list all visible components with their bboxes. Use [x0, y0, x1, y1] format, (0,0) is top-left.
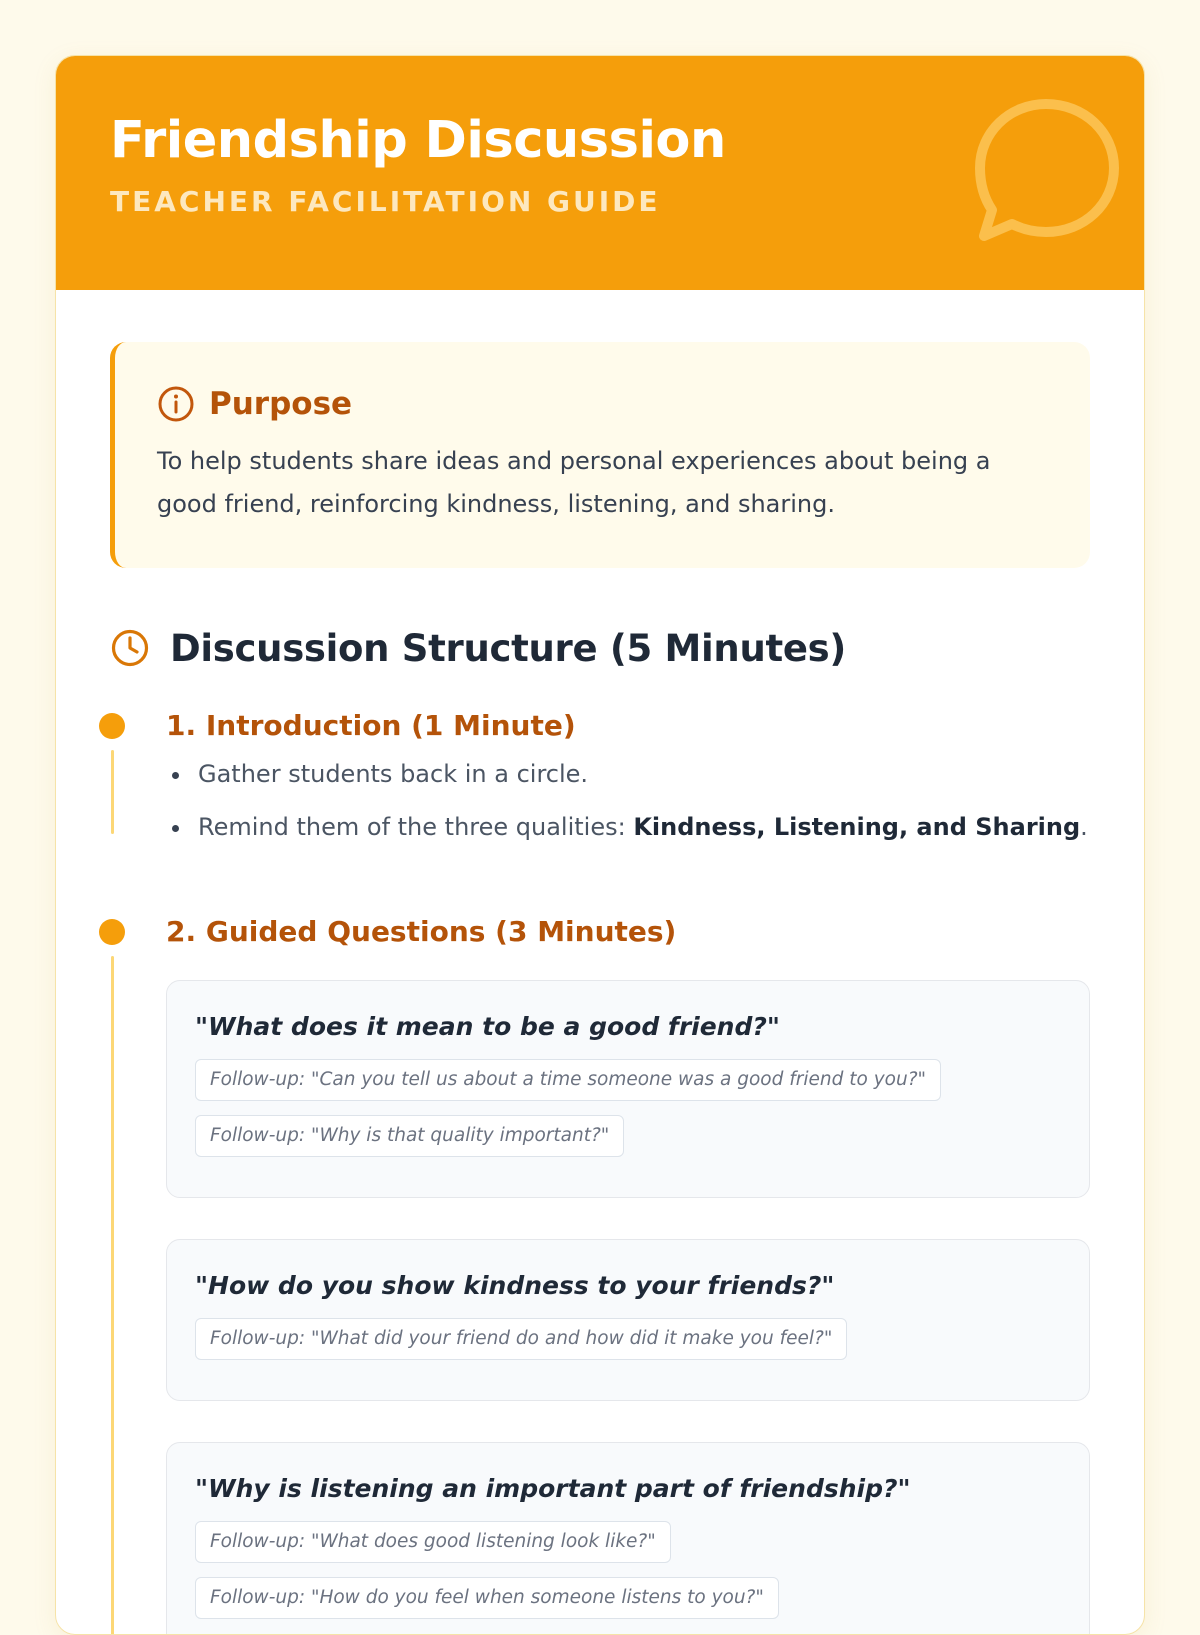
info-icon — [157, 385, 195, 423]
question-list — [166, 980, 1090, 1635]
followup-chip: Follow-up: "Why is that quality important?" — [195, 1115, 624, 1157]
bullet-emphasis: Kindness, Listening, and Sharing — [633, 813, 1081, 841]
list-item: Gather students back in a circle. — [166, 758, 1090, 790]
timeline-line — [111, 750, 114, 834]
followup-chip: Follow-up: "What did your friend do and how did it make you feel?" — [195, 1318, 847, 1360]
followup-chip: Follow-up: "What does good listening look like?" — [195, 1521, 671, 1563]
structure-heading — [110, 618, 1090, 678]
purpose-label: Purpose — [209, 386, 353, 422]
header-banner — [56, 56, 1144, 290]
step-title: 1. Introduction (1 Minute) — [166, 709, 576, 742]
question-text: "How do you show kindness to your friends?" — [195, 1271, 835, 1300]
page-subtitle: TEACHER FACILITATION GUIDE — [110, 185, 661, 218]
timeline-dot — [99, 919, 125, 945]
chat-bubble-icon — [966, 88, 1126, 248]
question-text: "What does it mean to be a good friend?" — [195, 1012, 780, 1041]
purpose-box — [110, 342, 1090, 568]
clock-icon — [110, 628, 150, 668]
bullet-text: Remind them of the three qualities: — [198, 813, 634, 841]
purpose-text: To help students share ideas and personal experiences about being a good friend, reinforcing kindness, listening, and sharing. — [157, 447, 991, 518]
question-text: "Why is listening an important part of friendship?" — [195, 1474, 911, 1503]
timeline-dot — [99, 713, 125, 739]
question-card — [166, 1442, 1090, 1635]
timeline-line — [111, 956, 114, 1635]
followup-chip: Follow-up: "How do you feel when someone listens to you?" — [195, 1577, 779, 1619]
step-title: 2. Guided Questions (3 Minutes) — [166, 915, 677, 948]
purpose-header — [157, 382, 1046, 426]
guide-card — [55, 55, 1145, 1635]
bullet-suffix: . — [1080, 813, 1088, 841]
list-item — [166, 811, 1090, 843]
question-card — [166, 980, 1090, 1198]
step-bullets — [166, 758, 1090, 843]
followup-chip: Follow-up: "Can you tell us about a time someone was a good friend to you?" — [195, 1059, 941, 1101]
question-card — [166, 1239, 1090, 1401]
step-introduction — [110, 704, 1090, 910]
page-title: Friendship Discussion — [110, 111, 726, 170]
guide-body — [56, 290, 1144, 1635]
timeline — [110, 704, 1090, 1635]
structure-title: Discussion Structure (5 Minutes) — [170, 626, 847, 670]
step-guided-questions — [110, 910, 1090, 1635]
